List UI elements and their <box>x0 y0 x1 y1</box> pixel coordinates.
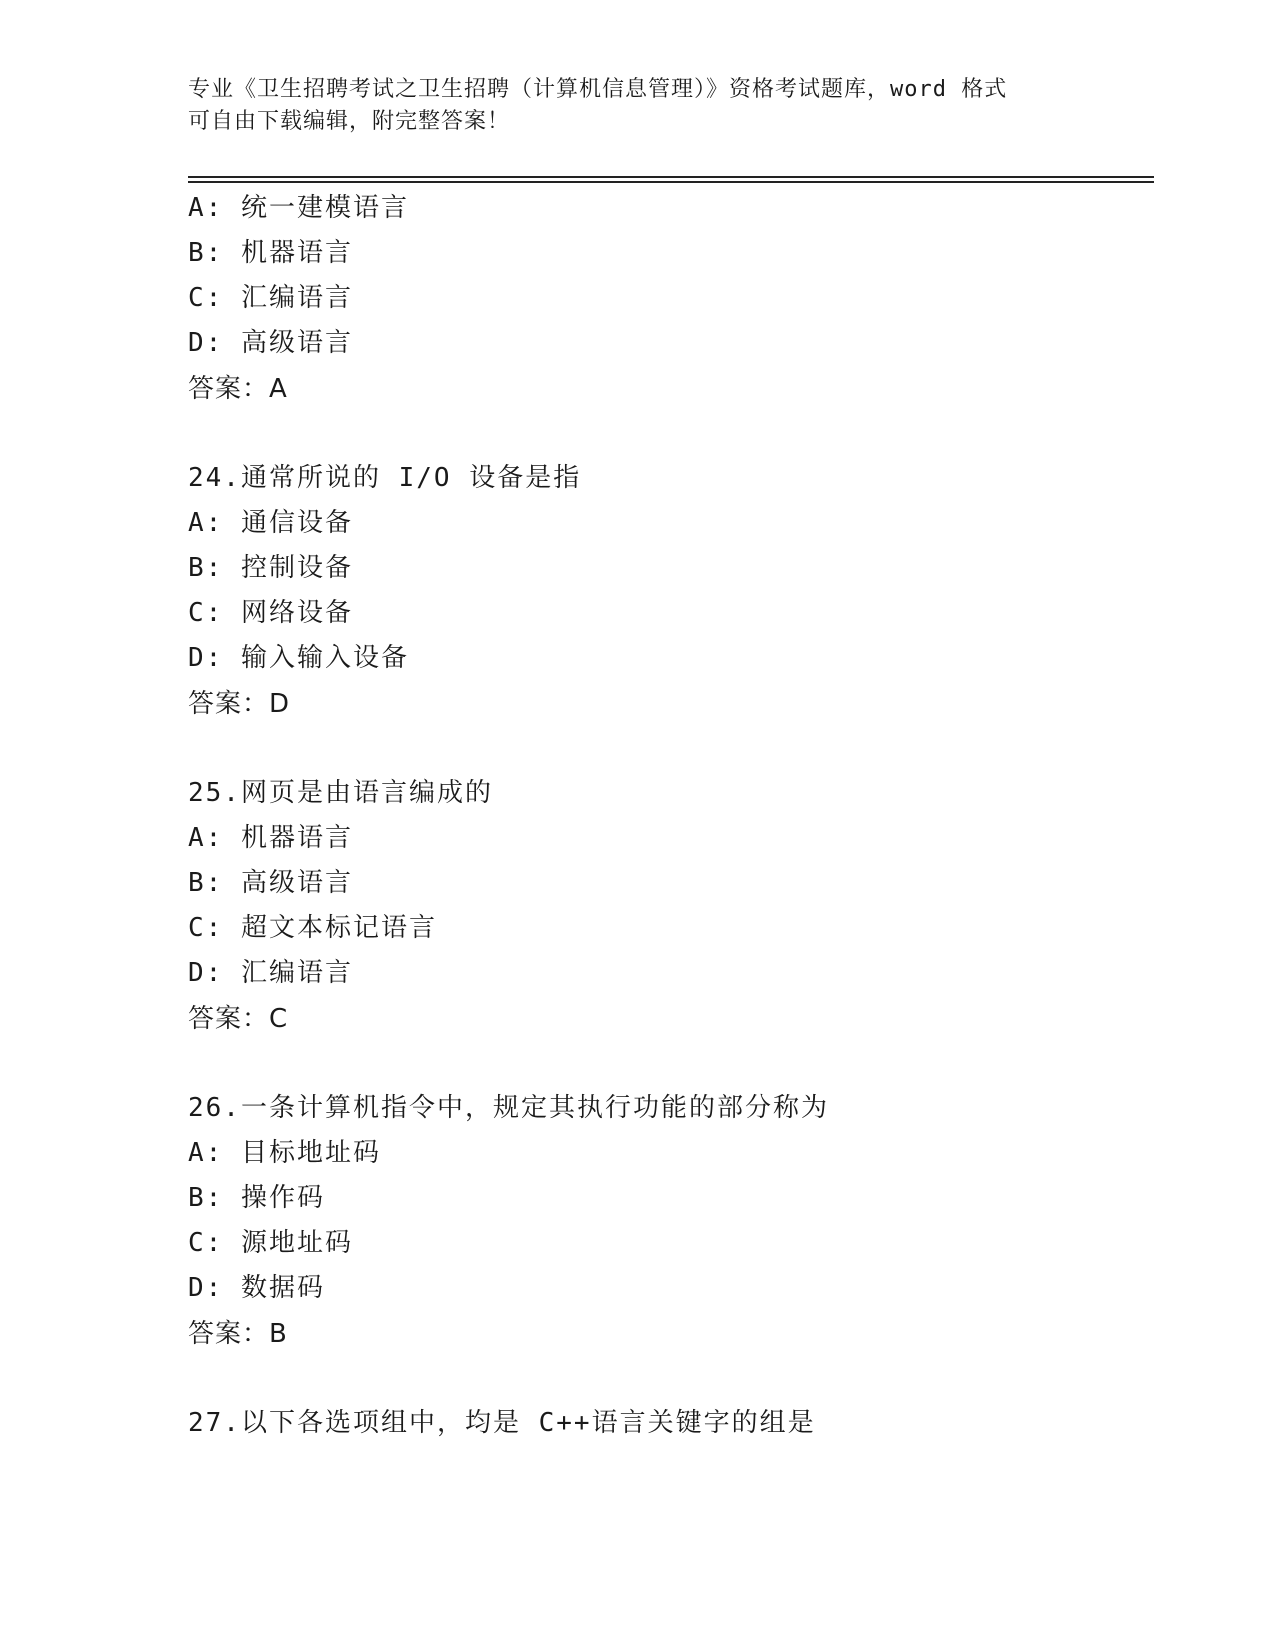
header-divider-top <box>188 176 1154 178</box>
q27-question: 27.以下各选项组中，均是 C++语言关键字的组是 <box>188 1408 816 1438</box>
q24-question: 24.通常所说的 I/O 设备是指 <box>188 463 582 493</box>
q24-option-a: A: 通信设备 <box>188 508 353 538</box>
header-divider-bottom <box>188 181 1154 183</box>
q23-option-b: B: 机器语言 <box>188 238 353 268</box>
q25-option-a: A: 机器语言 <box>188 823 353 853</box>
q23-option-d: D: 高级语言 <box>188 328 353 358</box>
q25-option-c: C: 超文本标记语言 <box>188 913 437 943</box>
q24-answer: 答案：D <box>188 689 291 719</box>
q25-question: 25.网页是由语言编成的 <box>188 778 493 808</box>
q25-option-d: D: 汇编语言 <box>188 958 353 988</box>
q26-option-c: C: 源地址码 <box>188 1228 353 1258</box>
q24-option-c: C: 网络设备 <box>188 598 353 628</box>
header-line-2: 可自由下载编辑，附完整答案！ <box>188 109 511 134</box>
q23-answer: 答案：A <box>188 374 288 404</box>
q26-option-d: D: 数据码 <box>188 1273 325 1303</box>
q26-option-a: A: 目标地址码 <box>188 1138 381 1168</box>
document-header <box>188 74 1088 138</box>
q24-option-d: D: 输入输入设备 <box>188 643 409 673</box>
q25-option-b: B: 高级语言 <box>188 868 353 898</box>
q26-answer: 答案：B <box>188 1319 288 1349</box>
q23-option-a: A: 统一建模语言 <box>188 193 409 223</box>
q23-option-c: C: 汇编语言 <box>188 283 353 313</box>
q24-option-b: B: 控制设备 <box>188 553 353 583</box>
q26-question: 26.一条计算机指令中，规定其执行功能的部分称为 <box>188 1093 829 1123</box>
header-line-1: 专业《卫生招聘考试之卫生招聘（计算机信息管理）》资格考试题库，word 格式 <box>188 77 1008 102</box>
q25-answer: 答案：C <box>188 1004 289 1034</box>
q26-option-b: B: 操作码 <box>188 1183 325 1213</box>
